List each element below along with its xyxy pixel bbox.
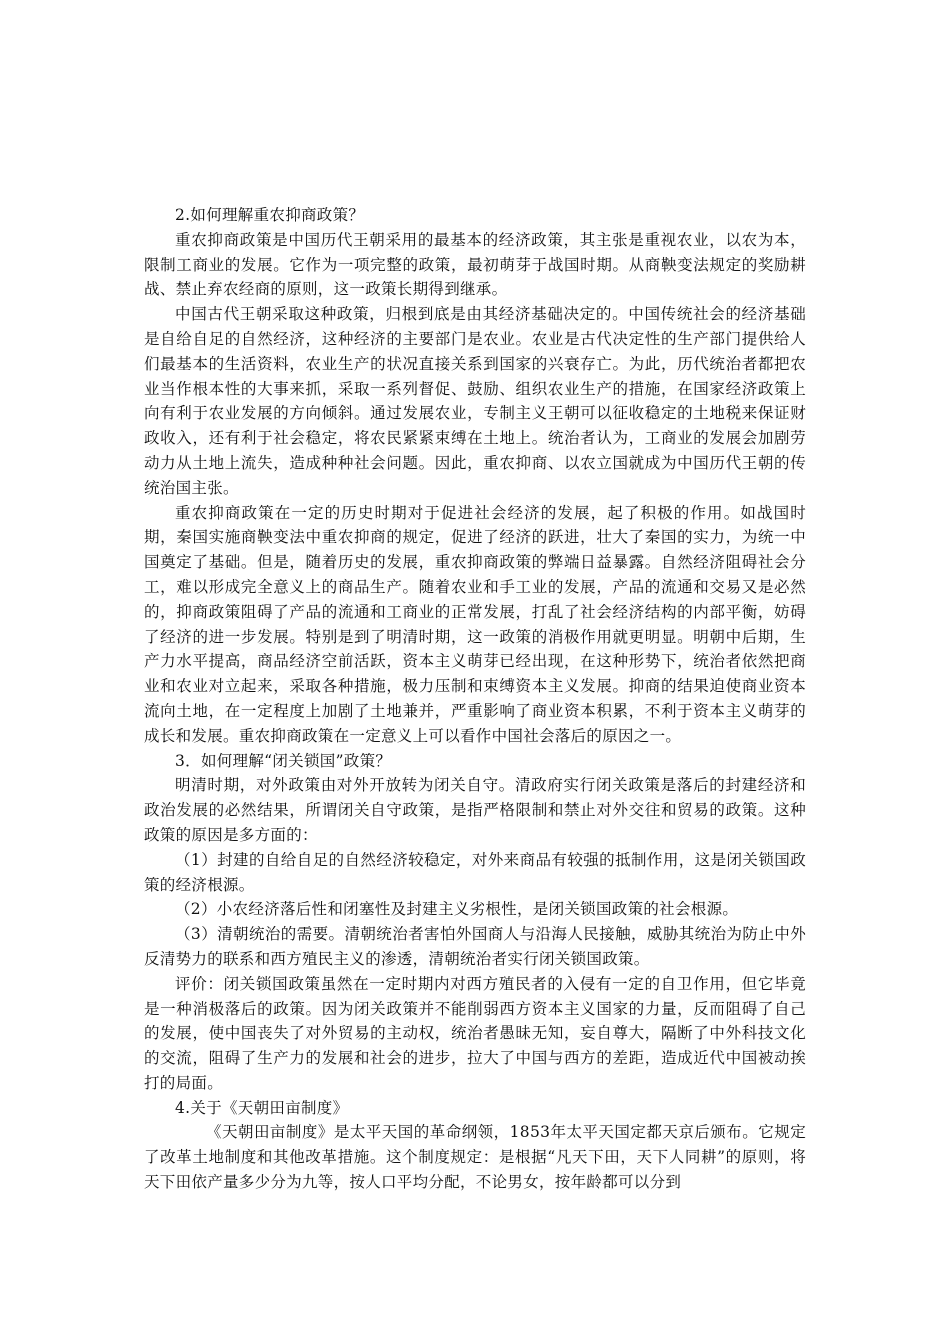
section-3-heading: 3．如何理解“闭关锁国”政策？ (175, 751, 392, 770)
section-3-item-2: （2）小农经济落后性和闭塞性及封建主义劣根性，是闭关锁国政策的社会根源。 (175, 900, 739, 919)
document-page (144, 203, 806, 1195)
section-3-evaluation: 评价：闭关锁国政策虽然在一定时期内对西方殖民者的入侵有一定的自卫作用，但它毕竟是一种消极落后的政策。因为闭关政策并不能削弱西方资本主义国家的力量，反而阻碍了自己的发展，使中国丧失了对外贸易的主动权，统治者愚昧无知，妄自尊大，隔断了中外科技文化的交流，阻碍了生产力的发展和社会的进步，拉大了中国与西方的差距，造成近代中国被动挨打的局面。 (144, 974, 806, 1092)
section-2-heading: 2.如何理解重农抑商政策？ (175, 206, 365, 224)
section-3-item-3: （3）清朝统治的需要。清朝统治者害怕外国商人与沿海人民接触，威胁其统治为防止中外反清势力的联系和西方殖民主义的渗透，清朝统治者实行闭关锁国政策。 (144, 925, 806, 968)
section-3-item-1: （1）封建的自给自足的自然经济较稳定，对外来商品有较强的抵制作用，这是闭关锁国政策的经济根源。 (144, 850, 806, 894)
section-2-paragraph-2: 中国古代王朝采取这种政策，归根到底是由其经济基础决定的。中国传统社会的经济基础是自给自足的自然经济，这种经济的主要部门是农业。农业是古代决定性的生产部门提供给人们最基本的生活资料，农业生产的状况直接关系到国家的兴衰存亡。为此，历代统治者都把农业当作根本性的大事来抓，采取一系列督促、鼓励、组织农业生产的措施，在国家经济政策上向有利于农业发展的方向倾斜。通过发展农业，专制主义王朝可以征收稳定的土地税来保证财政收入，还有利于社会稳定，将农民紧紧束缚在土地上。统治者认为，工商业的发展会加剧劳动力从土地上流失，造成种种社会问题。因此，重农抑商、以农立国就成为中国历代王朝的传统治国主张。 (144, 305, 806, 497)
section-4-heading: 4.关于《天朝田亩制度》 (175, 1098, 349, 1117)
section-2-paragraph-3: 重农抑商政策在一定的历史时期对于促进社会经济的发展，起了积极的作用。如战国时期，秦国实施商鞅变法中重农抑商的规定，促进了经济的跃进，壮大了秦国的实力，为统一中国奠定了基础。但是，随着历史的发展，重农抑商政策的弊端日益暴露。自然经济阻碍社会分工，难以形成完全意义上的商品生产。随着农业和手工业的发展，产品的流通和交易又是必然的，抑商政策阻碍了产品的流通和工商业的正常发展，打乱了社会经济结构的内部平衡，妨碍了经济的进一步发展。特别是到了明清时期，这一政策的消极作用就更明显。明朝中后期，生产力水平提高，商品经济空前活跃，资本主义萌芽已经出现，在这种形势下，统治者依然把商业和农业对立起来，采取各种措施，极力压制和束缚资本主义发展。抑商的结果迫使商业资本流向土地，在一定程度上加剧了土地兼并，严重影响了商业资本积累，不利于资本主义萌芽的成长和发展。重农抑商政策在一定意义上可以看作中国社会落后的原因之一。 (144, 503, 806, 745)
section-2-paragraph-1: 重农抑商政策是中国历代王朝采用的最基本的经济政策，其主张是重视农业，以农为本，限制工商业的发展。它作为一项完整的政策，最初萌芽于战国时期。从商鞅变法规定的奖励耕战、禁止弃农经商的原则，这一政策长期得到继承。 (144, 230, 806, 299)
section-4-intro: 《天朝田亩制度》是太平天国的革命纲领，1853年太平天国定都天京后颁布。它规定了改革土地制度和其他改革措施。这个制度规定：是根据“凡天下田，天下人同耕”的原则，将天下田依产量多少分为九等，按人口平均分配，不论男女，按年龄都可以分到 (144, 1123, 806, 1192)
section-3-intro: 明清时期，对外政策由对外开放转为闭关自守。清政府实行闭关政策是落后的封建经济和政治发展的必然结果，所谓闭关自守政策，是指严格限制和禁止对外交往和贸易的政策。这种政策的原因是多方面的： (144, 776, 806, 844)
